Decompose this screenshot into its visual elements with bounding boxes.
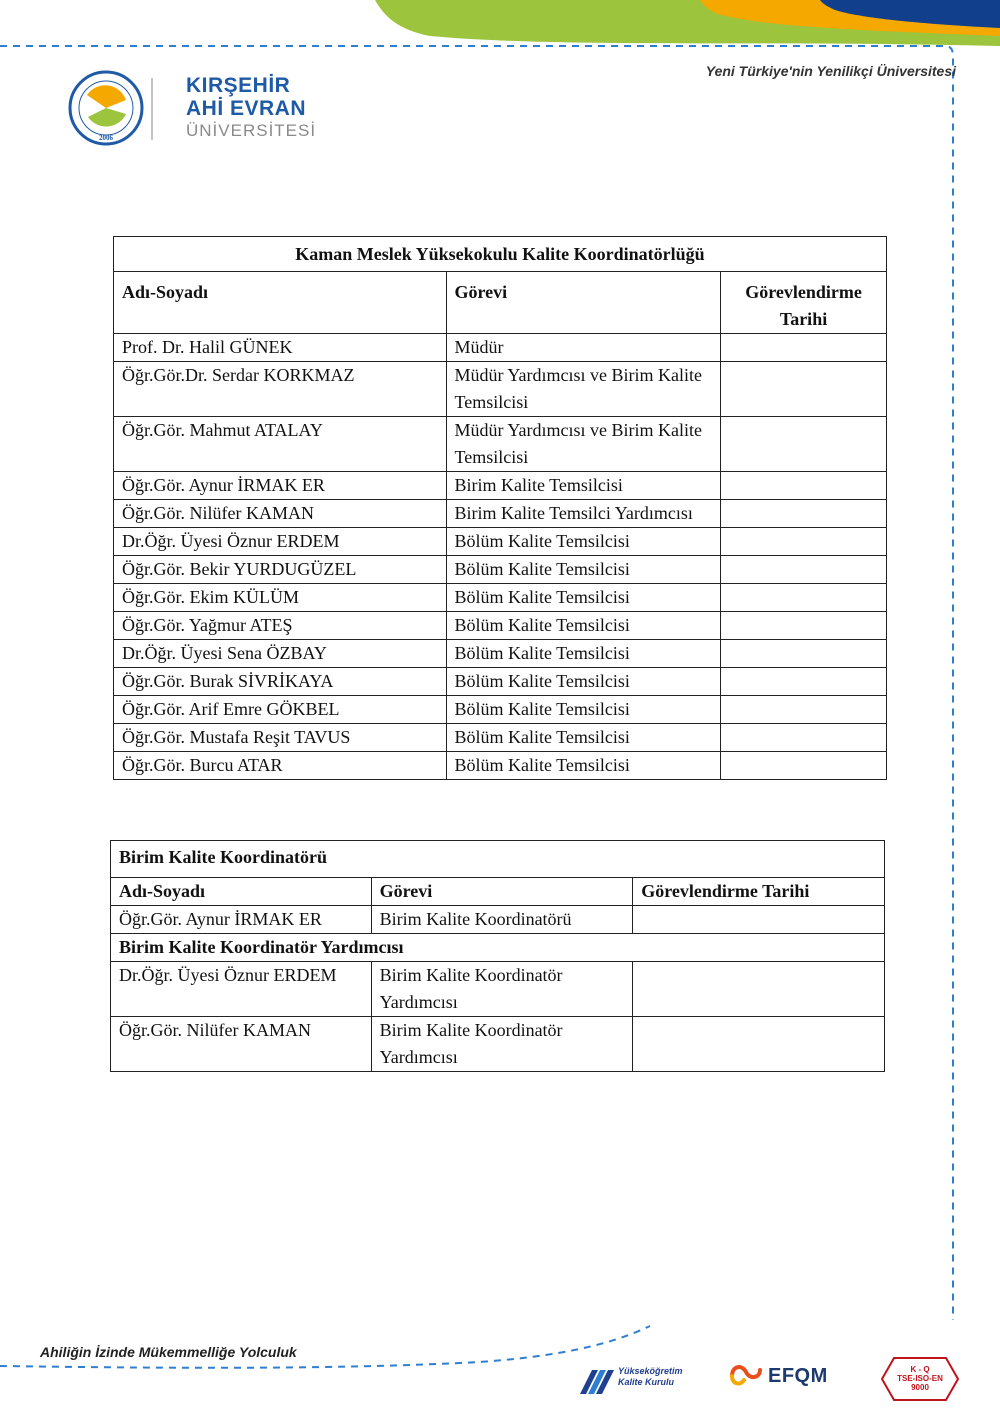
cell-date [721,528,887,556]
cell-date [633,1017,885,1072]
quality-coordination-table [113,236,887,780]
header-slogan: Yeni Türkiye'nin Yenilikçi Üniversitesi [705,63,956,79]
cell-role: Müdür [446,334,721,362]
cell-date [721,612,887,640]
table-row [111,1017,885,1072]
cell-name: Prof. Dr. Halil GÜNEK [114,334,447,362]
cell-date [721,752,887,780]
cell-role: Bölüm Kalite Temsilcisi [446,640,721,668]
column-header-name: Adı-Soyadı [111,878,372,906]
cell-name: Öğr.Gör. Mahmut ATALAY [114,417,447,472]
cell-date [721,724,887,752]
cell-name: Öğr.Gör. Burak SİVRİKAYA [114,668,447,696]
table-row [114,696,887,724]
table-row [111,906,885,934]
cell-role: Birim Kalite Koordinatör Yardımcısı [371,962,633,1017]
tse-line1: K - Q [910,1365,930,1374]
cell-date [721,362,887,417]
cell-date [721,696,887,724]
university-name-line2: AHİ EVRAN [186,97,307,120]
cell-date [721,500,887,528]
column-header-date: Görevlendirme Tarihi [633,878,885,906]
table-row [114,362,887,417]
cell-date [721,640,887,668]
table-row [114,724,887,752]
cell-role: Bölüm Kalite Temsilcisi [446,724,721,752]
cell-role: Müdür Yardımcısı ve Birim Kalite Temsilcisi [446,362,721,417]
top-right-bands [375,0,1000,46]
cell-name: Öğr.Gör. Nilüfer KAMAN [111,1017,372,1072]
cell-name: Öğr.Gör. Aynur İRMAK ER [114,472,447,500]
table-row [114,640,887,668]
tse-line3: 9000 [911,1383,929,1392]
section-subtitle: Birim Kalite Koordinatör Yardımcısı [111,934,885,962]
table-row [114,500,887,528]
cell-role: Bölüm Kalite Temsilcisi [446,668,721,696]
seal-year: 2006 [99,134,113,142]
university-name-line1: KIRŞEHİR [186,74,291,97]
ykk-stripes-icon [578,1360,618,1396]
ykk-wordmark [618,1366,683,1388]
cell-date [721,334,887,362]
cell-date [721,668,887,696]
cell-name: Öğr.Gör. Aynur İRMAK ER [111,906,372,934]
cell-role: Bölüm Kalite Temsilcisi [446,612,721,640]
efqm-wordmark: EFQM [768,1365,828,1387]
ykk-logo [578,1360,708,1400]
cell-name: Öğr.Gör. Burcu ATAR [114,752,447,780]
cell-role: Birim Kalite Koordinatör Yardımcısı [371,1017,633,1072]
cell-role: Bölüm Kalite Temsilcisi [446,556,721,584]
cell-role: Birim Kalite Temsilci Yardımcısı [446,500,721,528]
efqm-logo [728,1356,858,1400]
table-title: Kaman Meslek Yüksekokulu Kalite Koordinatörlüğü [114,237,887,272]
cell-date [633,906,885,934]
efqm-mark-icon [728,1356,764,1392]
tse-line2: TSE-ISO-EN [897,1374,943,1383]
cell-name: Öğr.Gör. Arif Emre GÖKBEL [114,696,447,724]
cell-name: Öğr.Gör. Ekim KÜLÜM [114,584,447,612]
table-row [114,668,887,696]
cell-role: Bölüm Kalite Temsilcisi [446,584,721,612]
column-header-name: Adı-Soyadı [114,272,447,334]
cell-date [721,584,887,612]
university-seal-icon [66,70,156,150]
ykk-line2: Kalite Kurulu [618,1377,675,1387]
cell-name: Öğr.Gör. Bekir YURDUGÜZEL [114,556,447,584]
table-row [114,472,887,500]
cell-name: Dr.Öğr. Üyesi Sena ÖZBAY [114,640,447,668]
tse-logo [880,1354,960,1404]
column-header-role: Görevi [371,878,633,906]
cell-name: Dr.Öğr. Üyesi Öznur ERDEM [111,962,372,1017]
table-row [114,556,887,584]
column-header-role: Görevi [446,272,721,334]
cell-name: Öğr.Gör.Dr. Serdar KORKMAZ [114,362,447,417]
footer-slogan: Ahiliğin İzinde Mükemmelliğe Yolculuk [40,1344,297,1360]
cell-role: Bölüm Kalite Temsilcisi [446,528,721,556]
university-wordmark [186,74,316,142]
cell-date [633,962,885,1017]
unit-coordinator-table [110,840,885,1072]
cell-name: Öğr.Gör. Yağmur ATEŞ [114,612,447,640]
table-row [114,612,887,640]
cell-role: Bölüm Kalite Temsilcisi [446,752,721,780]
table-title: Birim Kalite Koordinatörü [111,841,885,878]
university-name-line3: ÜNİVERSİTESİ [186,121,317,140]
cell-name: Öğr.Gör. Mustafa Reşit TAVUS [114,724,447,752]
table-row [114,528,887,556]
cell-date [721,472,887,500]
column-header-date: Görevlendirme Tarihi [721,272,887,334]
cell-date [721,556,887,584]
table-body [114,334,887,780]
table-row [114,752,887,780]
university-logo [66,70,326,150]
cell-role: Bölüm Kalite Temsilcisi [446,696,721,724]
cell-name: Dr.Öğr. Üyesi Öznur ERDEM [114,528,447,556]
footer-logos [578,1352,968,1402]
cell-role: Birim Kalite Koordinatörü [371,906,633,934]
cell-role: Müdür Yardımcısı ve Birim Kalite Temsilcisi [446,417,721,472]
tse-text [880,1365,960,1392]
table-row [114,584,887,612]
ykk-line1: Yükseköğretim [618,1366,683,1376]
table-row [114,334,887,362]
table-row [111,962,885,1017]
cell-date [721,417,887,472]
table-row [114,417,887,472]
cell-role: Birim Kalite Temsilcisi [446,472,721,500]
cell-name: Öğr.Gör. Nilüfer KAMAN [114,500,447,528]
